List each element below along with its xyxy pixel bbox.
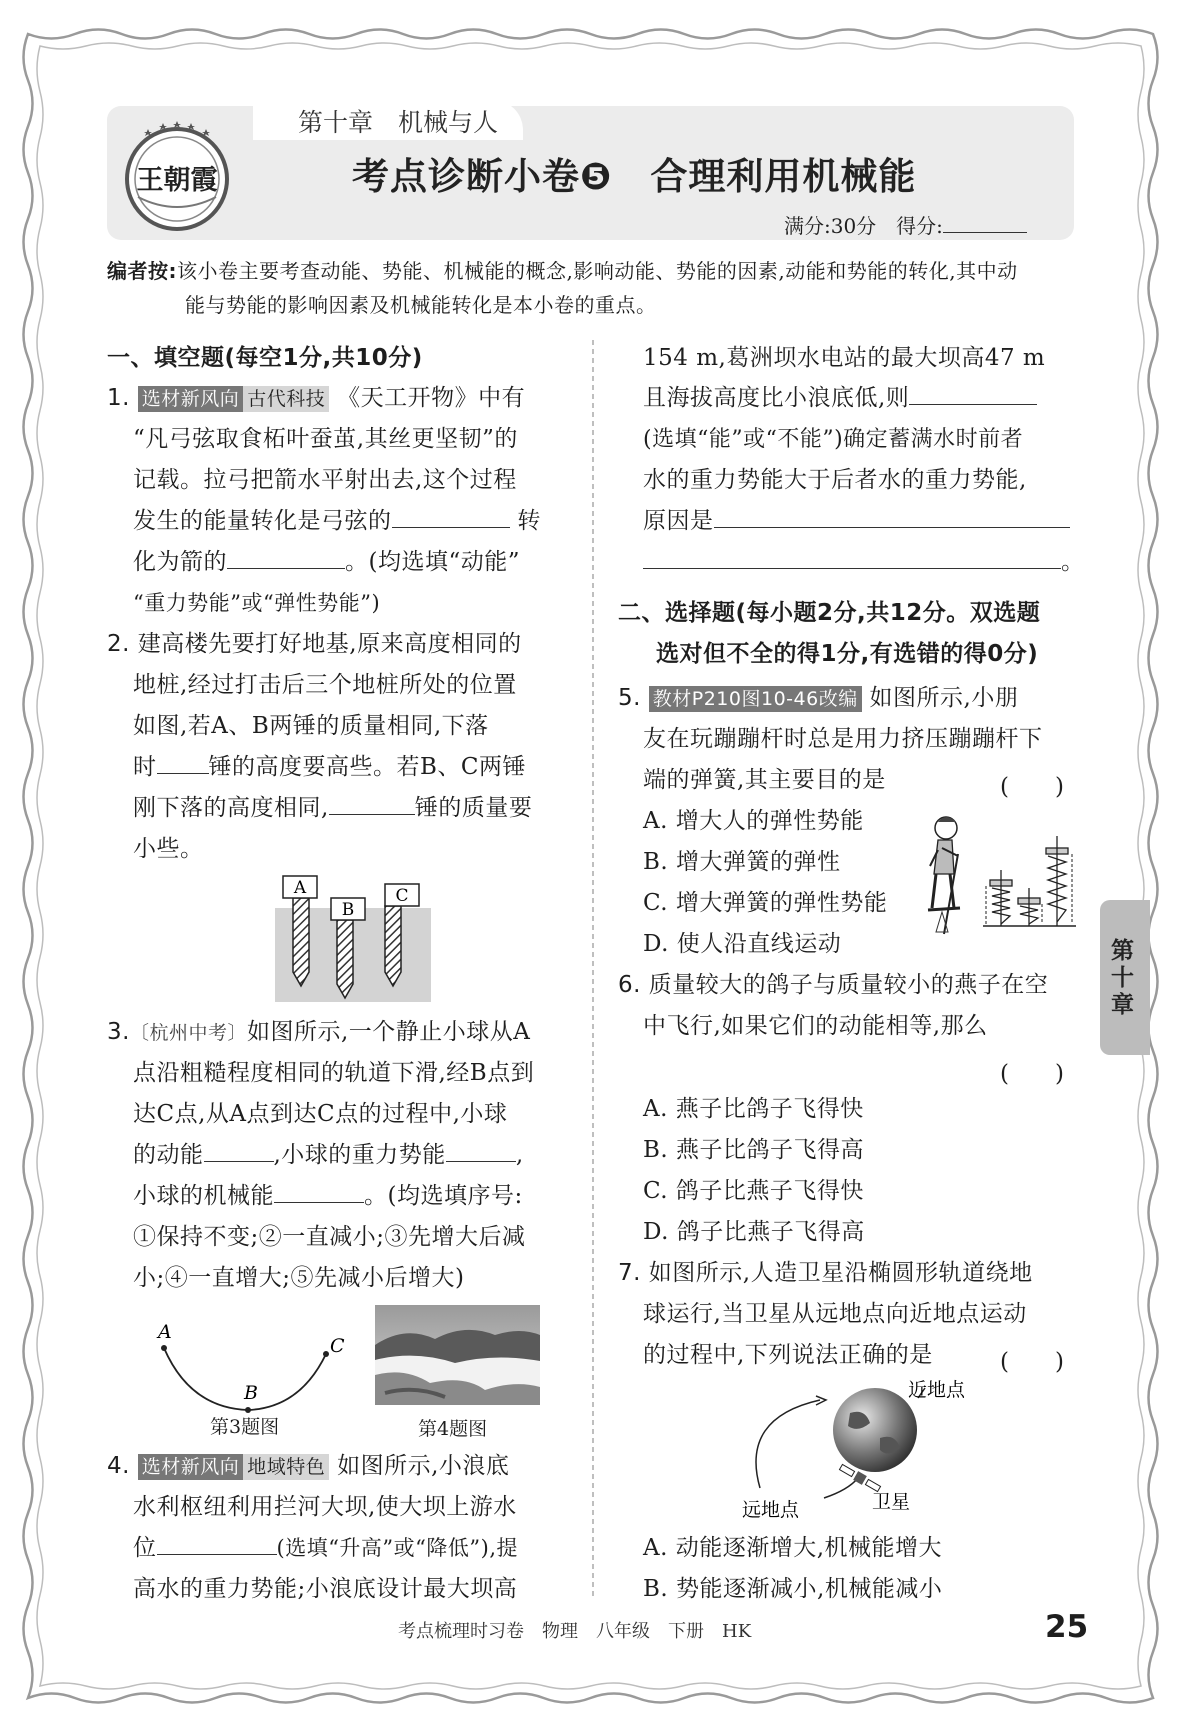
q4-text-r5: 原因是 (643, 508, 714, 534)
q7-option-a[interactable]: A. 动能逐渐增大,机械能增大 (643, 1535, 943, 1561)
q1-line4 (133, 501, 541, 542)
q5-option-b[interactable]: B. 增大弹簧的弹性 (643, 849, 841, 875)
q3-line7: 小;④一直增大;⑤先减小后增大) (133, 1265, 465, 1291)
q2-line5 (133, 788, 532, 829)
q2-blank2[interactable] (329, 813, 415, 815)
section2-title-line1: 二、选择题(每小题2分,共12分。双选题 (618, 600, 1041, 626)
q1-line3: 记载。拉弓把箭水平射出去,这个过程 (133, 467, 517, 493)
editor-note-text1: 该小卷主要考查动能、势能、机械能的概念,影响动能、势能的因素,动能和势能的转化,其中动 (177, 259, 1018, 283)
track-label-c: C (330, 1335, 345, 1357)
perigee-label: 近地点 (908, 1379, 966, 1401)
q4-line3 (133, 1528, 518, 1569)
section2-title-line2: 选对但不全的得1分,有选错的得0分) (656, 641, 1039, 667)
q2-text4b: 锤的高度要高些。若B、C两锤 (208, 754, 526, 780)
q1-blank1[interactable] (392, 526, 510, 528)
q3-line1 (107, 1012, 530, 1054)
q4-blank1[interactable] (157, 1553, 277, 1555)
q1-text4b: 转 (517, 508, 541, 534)
q7-orbit-figure (740, 1378, 980, 1518)
section1-title: 一、填空题(每空1分,共10分) (107, 345, 423, 371)
q2-text4a: 时 (133, 754, 157, 780)
score-label: 满分:30分 得分: (784, 214, 943, 238)
q3-text4c: , (515, 1142, 524, 1168)
q4-line2: 水利枢纽利用拦河大坝,使大坝上游水 (133, 1494, 517, 1520)
q3-line3: 达C点,从A点到达C点的过程中,小球 (133, 1101, 508, 1127)
q5-text1: 如图所示,小朋 (869, 685, 1019, 711)
q3-line2: 点沿粗糙程度相同的轨道下滑,经B点到 (133, 1060, 535, 1086)
q6-number: 6. (618, 972, 641, 998)
q3-text1: 如图所示,一个静止小球从A (246, 1019, 531, 1045)
q4-line1 (107, 1446, 509, 1487)
q6-option-d[interactable]: D. 鸽子比燕子飞得高 (643, 1219, 865, 1245)
editor-note-line2: 能与势能的影响因素及机械能转化是本小卷的重点。 (185, 293, 657, 317)
q6-option-b[interactable]: B. 燕子比鸽子飞得高 (643, 1137, 865, 1163)
q5-pogo-figure (908, 808, 1078, 938)
q3-blank3[interactable] (274, 1201, 364, 1203)
brand-logo (118, 117, 236, 235)
svg-text:王朝霞: 王朝霞 (136, 165, 218, 196)
q1-text5a: 化为箭的 (133, 549, 227, 575)
q3-text5b: 。(均选填序号: (364, 1183, 523, 1209)
q4-text3a: 位 (133, 1535, 157, 1561)
q2-line4 (133, 747, 526, 788)
editor-note-label: 编者按: (107, 259, 177, 283)
apogee-label: 远地点 (742, 1499, 800, 1518)
q1-blank2[interactable] (227, 567, 345, 569)
q4-tag-trend: 选材新风向 (138, 1454, 244, 1480)
q3-text5a: 小球的机械能 (133, 1183, 274, 1209)
q6-option-a[interactable]: A. 燕子比鸽子飞得快 (643, 1096, 864, 1122)
q4-blank4[interactable] (643, 567, 1061, 569)
q4-text-r2: 且海拔高度比小浪底低,则 (643, 385, 910, 411)
q1-line6: “重力势能”或“弹性势能”) (133, 591, 381, 615)
q4-number: 4. (107, 1453, 130, 1479)
pile-label-a: A (293, 878, 307, 898)
page-number: 25 (1045, 1609, 1089, 1645)
q4-dam-photo (375, 1305, 540, 1405)
q2-line6: 小些。 (133, 836, 204, 862)
paper-title: 考点诊断小卷❺ 合理利用机械能 (352, 155, 917, 198)
q3-caption: 第3题图 (210, 1416, 280, 1438)
score-line (784, 210, 1027, 239)
q4-right-line4: 水的重力势能大于后者水的重力势能, (643, 467, 1027, 493)
q5-answer-paren[interactable]: ( ) (1000, 774, 1064, 800)
chapter-label: 第十章 机械与人 (298, 108, 499, 137)
q7-line3: 的过程中,下列说法正确的是 (643, 1342, 933, 1368)
score-blank (943, 231, 1027, 233)
q3-text4a: 的动能 (133, 1142, 204, 1168)
q3-source: 〔杭州中考〕 (129, 1022, 247, 1044)
q4-text1: 如图所示,小浪底 (337, 1453, 510, 1479)
q5-option-a[interactable]: A. 增大人的弹性势能 (643, 808, 864, 834)
track-label-b: B (244, 1382, 258, 1404)
q2-text5a: 刚下落的高度相同, (133, 795, 329, 821)
q6-text1: 质量较大的鸽子与质量较小的燕子在空 (648, 972, 1049, 998)
q4-caption: 第4题图 (418, 1418, 488, 1440)
footer-text: 考点梳理时习卷 物理 八年级 下册 HK (398, 1621, 752, 1642)
q2-pile-figure (275, 872, 431, 1002)
q4-right-line3: (选填“能”或“不能”)确定蓄满水时前者 (643, 427, 1024, 452)
q7-number: 7. (618, 1260, 641, 1286)
q7-answer-paren[interactable]: ( ) (1000, 1349, 1064, 1375)
q3-line4 (133, 1135, 524, 1176)
q4-line4: 高水的重力势能;小浪底设计最大坝高 (133, 1576, 518, 1602)
q3-line5 (133, 1176, 523, 1217)
q5-number: 5. (618, 685, 641, 711)
satellite-label: 卫星 (872, 1491, 911, 1513)
q1-line1 (107, 378, 525, 419)
q2-text1: 建高楼先要打好地基,原来高度相同的 (137, 631, 522, 657)
q6-answer-paren[interactable]: ( ) (1000, 1061, 1064, 1087)
q1-line2: “凡弓弦取食柘叶蚕茧,其丝更坚韧”的 (133, 426, 518, 452)
q5-option-d[interactable]: D. 使人沿直线运动 (643, 931, 842, 957)
q1-text1: 《天工开物》中有 (337, 385, 526, 411)
q5-option-c[interactable]: C. 增大弹簧的弹性势能 (643, 890, 888, 916)
track-label-a: A (158, 1321, 172, 1343)
q3-text4b: ,小球的重力势能 (273, 1142, 446, 1168)
q4-right-line2 (643, 378, 1037, 419)
q3-number: 3. (107, 1019, 130, 1045)
q2-blank1[interactable] (157, 772, 209, 774)
pile-label-c: C (395, 886, 409, 906)
q1-tag-trend: 选材新风向 (138, 386, 244, 412)
q4-right-line5 (643, 501, 1070, 542)
editor-note-line1 (107, 255, 1018, 287)
q6-option-c[interactable]: C. 鸽子比燕子飞得快 (643, 1178, 864, 1204)
q3-line6: ①保持不变;②一直减小;③先增大后减 (133, 1224, 526, 1250)
q2-line1 (107, 624, 522, 665)
q1-tag-topic: 古代科技 (243, 386, 329, 412)
q2-number: 2. (107, 631, 130, 657)
q4-text-r6: 。 (1061, 549, 1085, 575)
q7-line2: 球运行,当卫星从远地点向近地点运动 (643, 1301, 1027, 1327)
q1-number: 1. (107, 385, 130, 411)
q6-line1 (618, 965, 1048, 1006)
q5-tag-textbook: 教材P210图10-46改编 (649, 686, 862, 712)
chapter-side-tab-label: 第十章 (1111, 938, 1134, 1018)
q7-line1 (618, 1253, 1033, 1294)
q6-line2: 中飞行,如果它们的动能相等,那么 (643, 1013, 988, 1039)
q2-line3: 如图,若A、B两锤的质量相同,下落 (133, 713, 489, 739)
q1-line5 (133, 542, 520, 583)
pile-label-b: B (341, 900, 355, 920)
q4-right-line1: 154 m,葛洲坝水电站的最大坝高47 m (643, 345, 1046, 371)
q7-text1: 如图所示,人造卫星沿椭圆形轨道绕地 (648, 1260, 1033, 1286)
q1-text5b: 。(均选填“动能” (345, 549, 520, 575)
q4-text3b: (选填“升高”或“降低”),提 (276, 1536, 519, 1560)
q4-right-line6 (643, 542, 1085, 583)
q5-line2: 友在玩蹦蹦杆时总是用力挤压蹦蹦杆下 (643, 726, 1043, 752)
q5-line3: 端的弹簧,其主要目的是 (643, 767, 886, 793)
q2-text5b: 锤的质量要 (414, 795, 533, 821)
q3-blank1[interactable] (204, 1160, 274, 1162)
q2-line2: 地桩,经过打击后三个地桩所处的位置 (133, 672, 517, 698)
q5-line1 (618, 678, 1018, 719)
q4-blank3[interactable] (714, 526, 1070, 528)
q1-text4a: 发生的能量转化是弓弦的 (133, 508, 392, 534)
q7-option-b[interactable]: B. 势能逐渐减小,机械能减小 (643, 1576, 943, 1602)
q3-blank2[interactable] (446, 1160, 516, 1162)
q4-tag-topic: 地域特色 (243, 1454, 329, 1480)
q4-blank2[interactable] (909, 403, 1037, 405)
